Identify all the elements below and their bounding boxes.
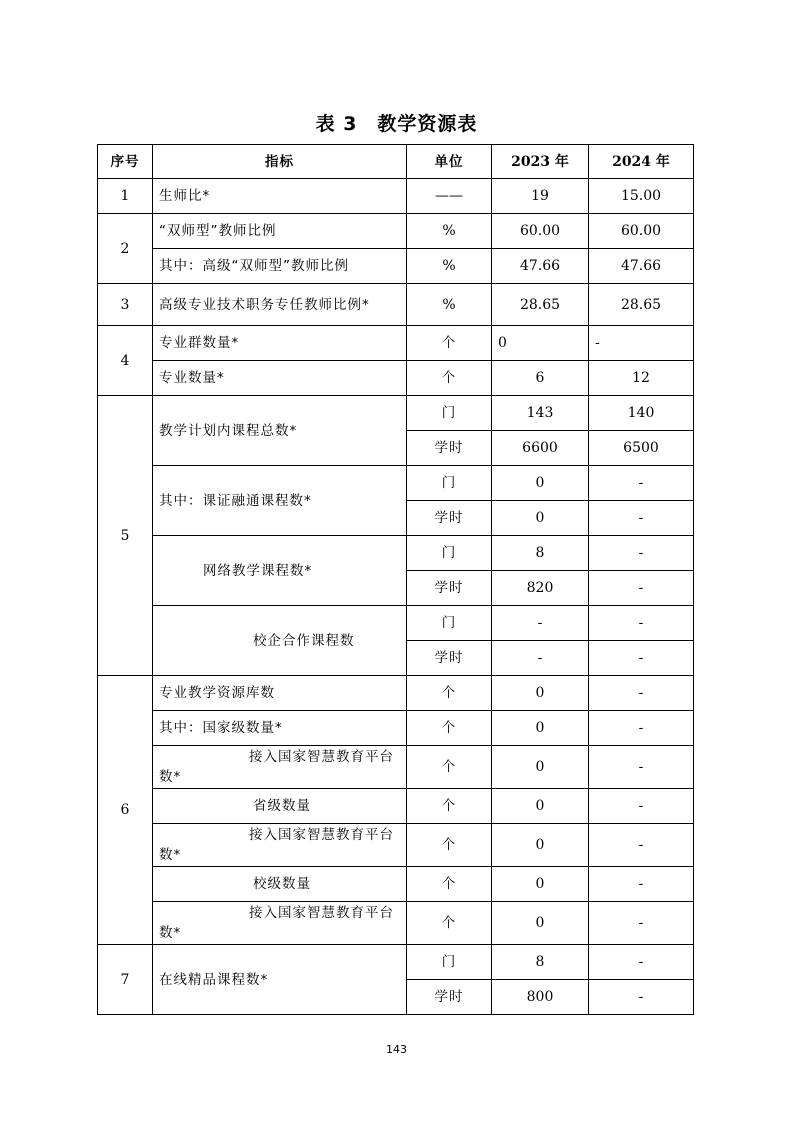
indicator-cell bbox=[153, 746, 407, 789]
value-2023-cell: 800 bbox=[492, 980, 589, 1015]
value-2023-cell: 19 bbox=[492, 179, 589, 214]
indicator-cell: 其中：课证融通课程数* bbox=[153, 466, 407, 536]
indicator-line-2: 数* bbox=[159, 925, 182, 941]
unit-cell: 个 bbox=[407, 676, 492, 711]
value-2024-cell: - bbox=[589, 676, 694, 711]
seq-cell: 5 bbox=[98, 396, 153, 676]
table-row bbox=[98, 824, 694, 867]
table-row bbox=[98, 361, 694, 396]
indicator-line-1: 接入国家智慧教育平台 bbox=[249, 905, 394, 921]
indicator-cell bbox=[153, 824, 407, 867]
indicator-cell: 其中：高级“双师型”教师比例 bbox=[153, 249, 407, 284]
value-2023-cell: 0 bbox=[492, 867, 589, 902]
unit-cell: 门 bbox=[407, 606, 492, 641]
header-indicator: 指标 bbox=[153, 145, 407, 179]
table-row bbox=[98, 606, 694, 641]
seq-cell: 7 bbox=[98, 945, 153, 1015]
table-row bbox=[98, 214, 694, 249]
table-title: 表 3 教学资源表 bbox=[315, 113, 478, 135]
table-row bbox=[98, 466, 694, 501]
unit-cell: —— bbox=[407, 179, 492, 214]
value-2024-cell: - bbox=[589, 326, 694, 361]
value-2024-cell: - bbox=[589, 641, 694, 676]
unit-cell: 个 bbox=[407, 789, 492, 824]
indicator-cell: 校级数量 bbox=[153, 867, 407, 902]
seq-cell: 6 bbox=[98, 676, 153, 945]
indicator-cell: 高级专业技术职务专任教师比例* bbox=[153, 284, 407, 326]
value-2024-cell: - bbox=[589, 466, 694, 501]
value-2023-cell: - bbox=[492, 641, 589, 676]
table-row bbox=[98, 326, 694, 361]
value-2023-cell: 143 bbox=[492, 396, 589, 431]
value-2023-cell: 6 bbox=[492, 361, 589, 396]
table-row bbox=[98, 945, 694, 980]
value-2023-cell: 0 bbox=[492, 824, 589, 867]
indicator-cell: 专业数量* bbox=[153, 361, 407, 396]
unit-cell: 学时 bbox=[407, 501, 492, 536]
value-2024-cell: - bbox=[589, 746, 694, 789]
indicator-line-1: 接入国家智慧教育平台 bbox=[249, 749, 394, 765]
value-2024-cell: 47.66 bbox=[589, 249, 694, 284]
header-unit: 单位 bbox=[407, 145, 492, 179]
header-2023: 2023 年 bbox=[492, 145, 589, 179]
value-2023-cell: 0 bbox=[492, 501, 589, 536]
indicator-cell: 专业教学资源库数 bbox=[153, 676, 407, 711]
value-2023-cell: 0 bbox=[492, 676, 589, 711]
value-2023-cell: 0 bbox=[492, 789, 589, 824]
value-2023-cell: 0 bbox=[492, 466, 589, 501]
table-row bbox=[98, 789, 694, 824]
value-2024-cell: 15.00 bbox=[589, 179, 694, 214]
value-2023-cell: 820 bbox=[492, 571, 589, 606]
indicator-line-2: 数* bbox=[159, 847, 182, 863]
value-2024-cell: - bbox=[589, 980, 694, 1015]
unit-cell: 门 bbox=[407, 466, 492, 501]
table-row bbox=[98, 676, 694, 711]
teaching-resources-table bbox=[97, 144, 694, 1015]
value-2024-cell: - bbox=[589, 789, 694, 824]
indicator-cell: 专业群数量* bbox=[153, 326, 407, 361]
value-2024-cell: 12 bbox=[589, 361, 694, 396]
unit-cell: 门 bbox=[407, 396, 492, 431]
table-row bbox=[98, 179, 694, 214]
table-header-row bbox=[98, 145, 694, 179]
unit-cell: 门 bbox=[407, 536, 492, 571]
indicator-cell: 教学计划内课程总数* bbox=[153, 396, 407, 466]
indicator-cell: 在线精品课程数* bbox=[153, 945, 407, 1015]
value-2024-cell: - bbox=[589, 536, 694, 571]
table-row bbox=[98, 867, 694, 902]
value-2023-cell: 0 bbox=[492, 902, 589, 945]
indicator-cell: 网络教学课程数* bbox=[153, 536, 407, 606]
indicator-cell: 其中：国家级数量* bbox=[153, 711, 407, 746]
value-2024-cell: 140 bbox=[589, 396, 694, 431]
page-number: 143 bbox=[386, 1043, 407, 1056]
header-seq: 序号 bbox=[98, 145, 153, 179]
unit-cell: 个 bbox=[407, 711, 492, 746]
table-row bbox=[98, 396, 694, 431]
value-2023-cell: 28.65 bbox=[492, 284, 589, 326]
value-2023-cell: 47.66 bbox=[492, 249, 589, 284]
indicator-line-2: 数* bbox=[159, 769, 182, 785]
unit-cell: 个 bbox=[407, 746, 492, 789]
seq-cell: 4 bbox=[98, 326, 153, 396]
table-row bbox=[98, 536, 694, 571]
value-2023-cell: 8 bbox=[492, 536, 589, 571]
value-2024-cell: - bbox=[589, 501, 694, 536]
unit-cell: 个 bbox=[407, 902, 492, 945]
value-2024-cell: 6500 bbox=[589, 431, 694, 466]
value-2024-cell: - bbox=[589, 945, 694, 980]
table-row bbox=[98, 284, 694, 326]
header-2024: 2024 年 bbox=[589, 145, 694, 179]
table-row bbox=[98, 746, 694, 789]
seq-cell: 2 bbox=[98, 214, 153, 284]
value-2023-cell: 6600 bbox=[492, 431, 589, 466]
unit-cell: % bbox=[407, 249, 492, 284]
indicator-line-1: 接入国家智慧教育平台 bbox=[249, 827, 394, 843]
seq-cell: 1 bbox=[98, 179, 153, 214]
unit-cell: 个 bbox=[407, 867, 492, 902]
unit-cell: 门 bbox=[407, 945, 492, 980]
value-2024-cell: 28.65 bbox=[589, 284, 694, 326]
unit-cell: 学时 bbox=[407, 641, 492, 676]
unit-cell: % bbox=[407, 214, 492, 249]
indicator-cell: 生师比* bbox=[153, 179, 407, 214]
table-row bbox=[98, 249, 694, 284]
value-2023-cell: 8 bbox=[492, 945, 589, 980]
value-2023-cell: 60.00 bbox=[492, 214, 589, 249]
value-2024-cell: - bbox=[589, 867, 694, 902]
table-row bbox=[98, 902, 694, 945]
table-row bbox=[98, 711, 694, 746]
value-2023-cell: 0 bbox=[492, 326, 589, 361]
value-2024-cell: - bbox=[589, 902, 694, 945]
value-2024-cell: - bbox=[589, 824, 694, 867]
unit-cell: 学时 bbox=[407, 571, 492, 606]
indicator-cell: 省级数量 bbox=[153, 789, 407, 824]
value-2024-cell: - bbox=[589, 606, 694, 641]
unit-cell: 学时 bbox=[407, 431, 492, 466]
value-2023-cell: 0 bbox=[492, 711, 589, 746]
seq-cell: 3 bbox=[98, 284, 153, 326]
value-2023-cell: 0 bbox=[492, 746, 589, 789]
value-2023-cell: - bbox=[492, 606, 589, 641]
value-2024-cell: - bbox=[589, 711, 694, 746]
unit-cell: % bbox=[407, 284, 492, 326]
value-2024-cell: - bbox=[589, 571, 694, 606]
value-2024-cell: 60.00 bbox=[589, 214, 694, 249]
unit-cell: 个 bbox=[407, 361, 492, 396]
indicator-cell bbox=[153, 902, 407, 945]
unit-cell: 个 bbox=[407, 326, 492, 361]
indicator-cell: “双师型”教师比例 bbox=[153, 214, 407, 249]
unit-cell: 学时 bbox=[407, 980, 492, 1015]
unit-cell: 个 bbox=[407, 824, 492, 867]
indicator-cell: 校企合作课程数 bbox=[153, 606, 407, 676]
